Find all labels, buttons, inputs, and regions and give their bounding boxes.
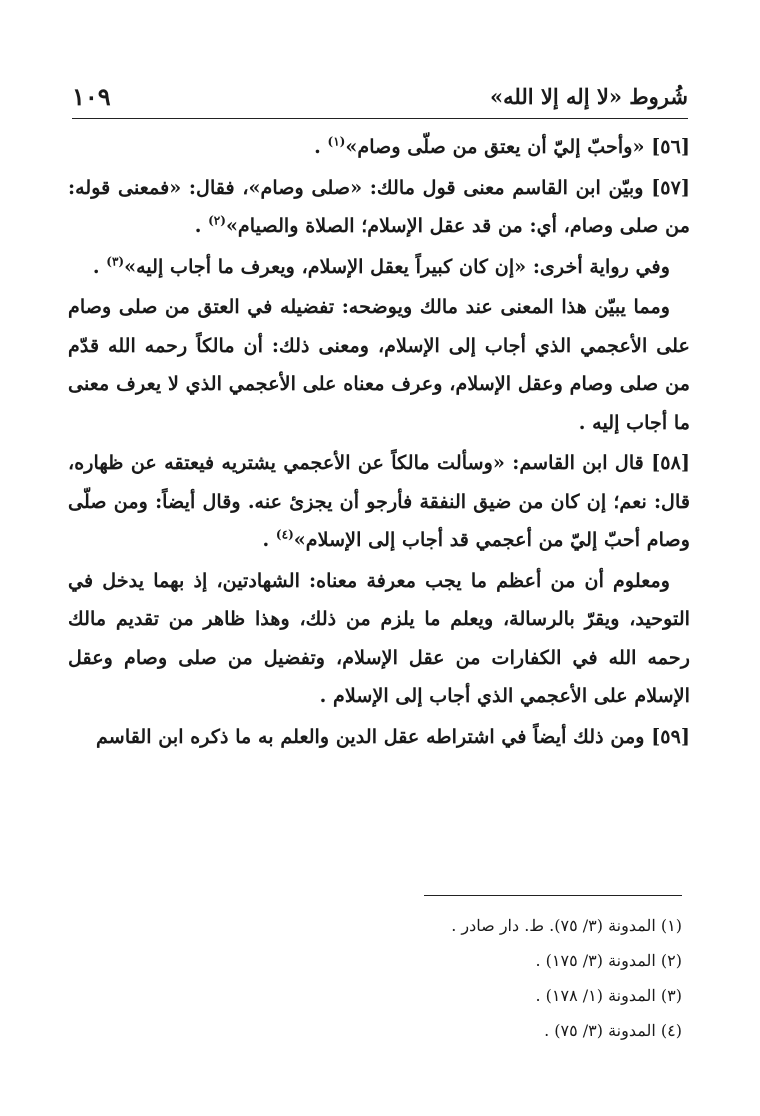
paragraph-ref: [٥٨] [651, 451, 690, 474]
paragraph-59 [68, 718, 690, 757]
paragraph-explanation [68, 288, 690, 442]
paragraph-shahadatain [68, 562, 690, 716]
paragraph-text: وبيّن ابن القاسم معنى قول مالك: «صلى وصام»، فقال: «فمعنى قوله: من صلى وصام، أي: من قد عقل الإسلام؛ الصلاة والصيام» [68, 175, 690, 237]
paragraph-tail: . [262, 528, 276, 551]
footnote-item: (٤) المدونة (٣/ ٧٥) . [544, 1021, 682, 1040]
footnote-marker: (٢) [208, 213, 226, 228]
running-title: شُروط «لا إله إلا الله» [490, 84, 688, 109]
paragraph-tail: . [194, 214, 209, 237]
paragraph-56 [68, 128, 690, 167]
paragraph-tail: . [314, 135, 328, 158]
paragraph-57 [68, 169, 690, 246]
footnote-separator [424, 895, 682, 896]
paragraph-tail: . [92, 254, 107, 278]
paragraph-text: قال ابن القاسم: «وسألت مالكاً عن الأعجمي يشتريه فيعتقه عن ظهاره، قال: نعم؛ إن كان من ضيق النفقة فأرجو أن يجزئ عنه. وقال أيضاً: ومن صلّى وصام أحبّ إليّ من أعجمي قد أجاب إلى الإسلام» [68, 451, 690, 551]
main-text [68, 128, 690, 756]
footnotes [182, 908, 682, 1048]
footnote-item: (٢) المدونة (٣/ ١٧٥) . [535, 951, 682, 970]
paragraph-58 [68, 444, 690, 560]
paragraph-text: ومما يبيّن هذا المعنى عند مالك ويوضحه: تفضيله في العتق من صلى وصام على الأعجمي الذي أجاب إلى الإسلام، ومعنى ذلك: أن مالكاً رحمه الله قدّم من صلى وصام وعقل الإسلام، وعرف معناه على الأعجمي الذي لا يعرف معنى ما أجاب إليه . [68, 295, 690, 434]
footnote-item: (٣) المدونة (١/ ١٧٨) . [535, 986, 682, 1005]
paragraph-ref: [٥٩] [651, 724, 690, 748]
paragraph-text: وفي رواية أخرى: «إن كان كبيراً يعقل الإسلام، ويعرف ما أجاب إليه» [124, 254, 670, 278]
paragraph-other-narration [68, 248, 690, 287]
page-number: ١٠٩ [72, 82, 111, 111]
paragraph-text: ومن ذلك أيضاً في اشتراطه عقل الدين والعلم به ما ذكره ابن القاسم [96, 724, 652, 748]
footnote-marker: (١) [327, 134, 346, 149]
page-header [72, 78, 688, 119]
footnote-item: (١) المدونة (٣/ ٧٥). ط. دار صادر . [451, 916, 682, 935]
footnote-marker: (٤) [275, 527, 294, 542]
paragraph-text: «وأحبّ إليّ أن يعتق من صلّى وصام» [345, 135, 652, 158]
paragraph-ref: [٥٧] [651, 175, 690, 199]
paragraph-ref: [٥٦] [651, 135, 690, 158]
paragraph-text: ومعلوم أن من أعظم ما يجب معرفة معناه: الشهادتين، إذ بهما يدخل في التوحيد، ويقرّ بالرسالة، ويعلم ما يلزم من ذلك، وهذا ظاهر من تقديم مالك رحمه الله في الكفارات من عقل الإسلام، وتفضيل من صلى وصام وعقل الإسلام على الأعجمي الذي أجاب إلى الإسلام . [68, 568, 690, 707]
footnote-marker: (٣) [106, 254, 125, 269]
